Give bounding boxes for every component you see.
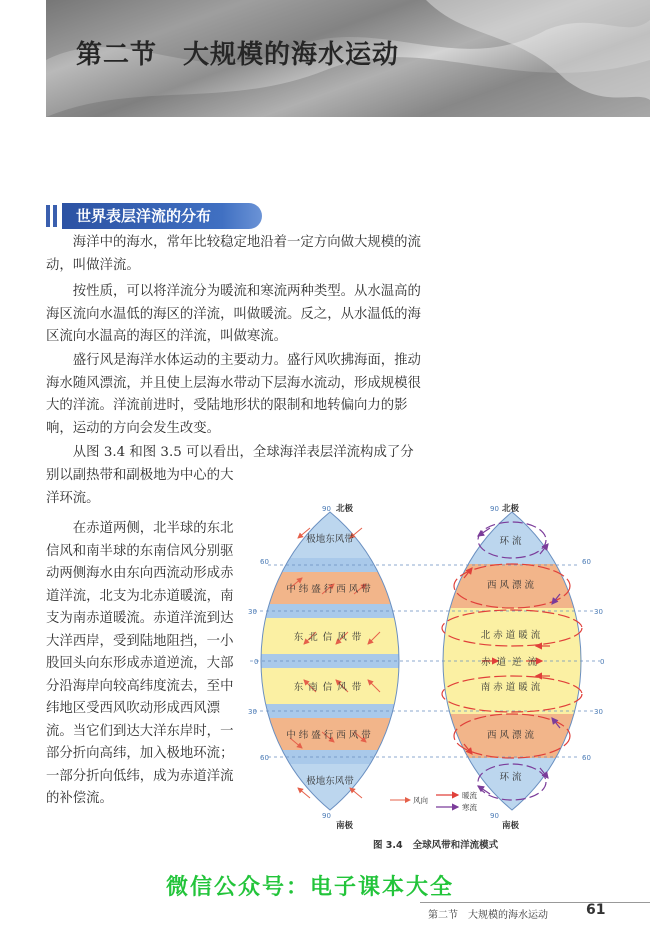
figure-caption <box>373 837 498 851</box>
current-label-south-equatorial: 南赤道暖流 <box>480 682 544 693</box>
legend-cold: 寒流 <box>462 803 477 812</box>
legend-warm: 暖流 <box>462 791 477 800</box>
current-label-circulation-n: 环流 <box>499 536 525 547</box>
figure-caption-number: 图 3.4 <box>373 840 403 851</box>
current-label-north-equatorial: 北赤道暖流 <box>480 630 544 641</box>
legend-wind: 风向 <box>413 796 428 805</box>
band-label-se-trade: 东南信风带 <box>293 682 367 693</box>
footer-rule <box>420 902 650 903</box>
figure-legend <box>390 790 477 812</box>
band-label-polar-east-s: 极地东风带 <box>306 776 354 787</box>
paragraph-wind <box>46 350 430 440</box>
running-head: 第二节 大规模的海水运动 <box>428 910 548 921</box>
paragraph-figure-ref-cont <box>46 465 242 510</box>
subsection-heading <box>46 203 266 229</box>
lat-label: 60 <box>260 754 269 762</box>
heading-bar <box>53 205 57 227</box>
lat-label: 90 <box>490 812 499 820</box>
paragraph-equatorial <box>46 518 242 811</box>
band-label-westerly-n: 中纬盛行西风带 <box>286 584 374 595</box>
current-label-countercurrent: 赤道逆流 <box>480 657 544 668</box>
paragraph-types <box>46 281 430 349</box>
lat-label: 60 <box>582 558 591 566</box>
lat-label: 0 <box>254 658 259 666</box>
lat-label: 60 <box>260 558 269 566</box>
paragraph-text: 按性质，可以将洋流分为暖流和寒流两种类型。从水温高的海区流向水温低的海区的洋流，叫做暖流。反之，从水温低的海区流向水温高的海区的洋流，叫做寒流。 <box>46 284 421 344</box>
lat-label: 0 <box>600 658 605 666</box>
north-pole-label-right: 北极 <box>502 504 520 514</box>
south-pole-label-right: 南极 <box>502 821 520 831</box>
figure-svg <box>250 498 630 830</box>
lat-label: 90 <box>322 812 331 820</box>
current-label-west-wind-drift-n: 西风漂流 <box>486 580 538 591</box>
section-number: 第二节 <box>76 40 158 70</box>
chapter-banner <box>46 0 650 117</box>
south-pole-label-left: 南极 <box>336 821 354 831</box>
band-label-polar-east-n: 极地东风带 <box>306 534 354 545</box>
lat-label: 30 <box>594 608 603 616</box>
lat-label: 30 <box>248 608 257 616</box>
paragraph-text: 在赤道两侧，北半球的东北信风和南半球的东南信风分别驱动两侧海水由东向西流动形成赤道洋流，北支为北赤道暖流，南支为南赤道暖流。赤道洋流到达大洋西岸，受到陆地阻挡，一小股回头向东形成赤道逆流，大部分沿海岸向较高纬度流去，至中纬地区受西风吹动形成西风漂流。当它们到达大洋东岸时，一部分折向高纬，加入极地环流；一部分折向低纬，成为赤道洋流的补偿流。 <box>46 521 234 806</box>
lat-label: 30 <box>248 708 257 716</box>
paragraph-figure-ref <box>46 442 430 465</box>
lat-label: 60 <box>582 754 591 762</box>
heading-bar <box>46 205 50 227</box>
lat-label: 90 <box>322 505 331 513</box>
figure-caption-text: 全球风带和洋流模式 <box>412 840 499 851</box>
section-title: 大规模的海水运动 <box>183 40 400 70</box>
paragraph-text: 从图 3.4 和图 3.5 可以看出，全球海洋表层洋流构成了分 <box>72 445 414 460</box>
paragraph-definition <box>46 232 430 277</box>
paragraph-text: 盛行风是海洋水体运动的主要动力。盛行风吹拂海面，推动海水随风漂流，并且使上层海水带动下层海水流动，形成规模很大的洋流。洋流前进时，受陆地形状的限制和地转偏向力的影响，运动的方向会发生改变。 <box>46 353 421 436</box>
current-label-west-wind-drift-s: 西风漂流 <box>486 730 538 741</box>
subsection-title: 世界表层洋流的分布 <box>62 203 262 229</box>
north-pole-label-left: 北极 <box>336 504 354 514</box>
page-number: 61 <box>586 902 606 918</box>
figure-wind-current <box>250 498 630 830</box>
current-label-circulation-s: 环流 <box>499 772 525 783</box>
watermark-text: 微信公众号：电子课本大全 <box>166 875 455 900</box>
page-footer <box>0 898 650 932</box>
lat-label: 90 <box>490 505 499 513</box>
lat-label: 30 <box>594 708 603 716</box>
paragraph-text: 别以副热带和副极地为中心的大洋环流。 <box>46 468 234 506</box>
chapter-title <box>76 34 399 71</box>
paragraph-text: 海洋中的海水，常年比较稳定地沿着一定方向做大规模的流动，叫做洋流。 <box>46 235 421 273</box>
band-label-westerly-s: 中纬盛行西风带 <box>286 730 374 741</box>
band-label-ne-trade: 东北信风带 <box>293 632 367 643</box>
